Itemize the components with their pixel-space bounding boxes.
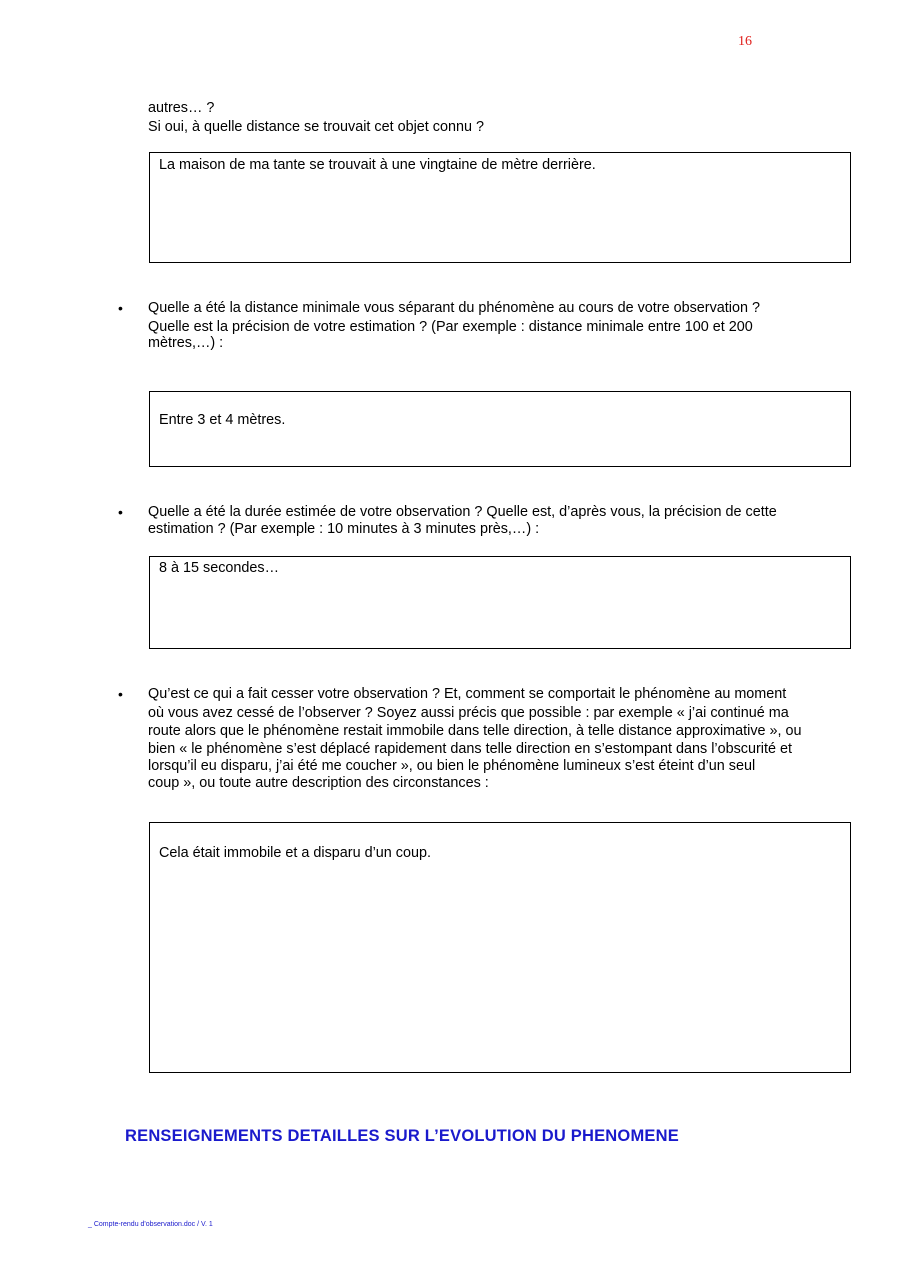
bullet: • (118, 504, 123, 520)
question-duration-line-1: Quelle a été la durée estimée de votre observation ? Quelle est, d’après vous, la précision de cette (148, 504, 777, 520)
question-min-distance-line-3: mètres,…) : (148, 335, 224, 351)
footer-filename: _ Compte-rendu d'observation.doc / V. 1 (88, 1221, 213, 1228)
intro-question: Si oui, à quelle distance se trouvait cet objet connu ? (148, 119, 484, 135)
intro-line-1: autres… ? (148, 100, 215, 116)
bullet: • (118, 300, 123, 316)
section-heading: RENSEIGNEMENTS DETAILLES SUR L’EVOLUTION DU PHENOMENE (125, 1127, 679, 1145)
answer-text: 8 à 15 secondes… (159, 560, 280, 576)
question-min-distance-line-1: Quelle a été la distance minimale vous séparant du phénomène au cours de votre observation ? (148, 300, 760, 316)
question-end-line-4: bien « le phénomène s’est déplacé rapidement dans telle direction en s’estompant dans l’obscurité et (148, 741, 792, 757)
answer-box-known-object (149, 152, 851, 263)
answer-box-min-distance (149, 391, 851, 467)
answer-box-duration (149, 556, 851, 649)
question-end-line-3: route alors que le phénomène restait immobile dans telle direction, à telle distance approximative », ou (148, 723, 802, 739)
question-end-line-2: où vous avez cessé de l’observer ? Soyez aussi précis que possible : par exemple « j’ai continué ma (148, 705, 789, 721)
answer-text: La maison de ma tante se trouvait à une vingtaine de mètre derrière. (159, 157, 596, 173)
question-duration-line-2: estimation ? (Par exemple : 10 minutes à 3 minutes près,…) : (148, 521, 540, 537)
page-number: 16 (738, 34, 752, 49)
question-end-line-5: lorsqu’il eu disparu, j’ai été me coucher », ou bien le phénomène lumineux s’est éteint d’un seul (148, 758, 756, 774)
answer-text: Cela était immobile et a disparu d’un coup. (159, 845, 431, 861)
question-end-line-1: Qu’est ce qui a fait cesser votre observation ? Et, comment se comportait le phénomène au moment (148, 686, 787, 702)
answer-box-end-of-observation (149, 822, 851, 1073)
question-end-line-6: coup », ou toute autre description des circonstances : (148, 775, 489, 791)
question-min-distance-line-2: Quelle est la précision de votre estimation ? (Par exemple : distance minimale entre 100 et 200 (148, 319, 753, 335)
answer-text: Entre 3 et 4 mètres. (159, 412, 286, 428)
bullet: • (118, 686, 123, 702)
